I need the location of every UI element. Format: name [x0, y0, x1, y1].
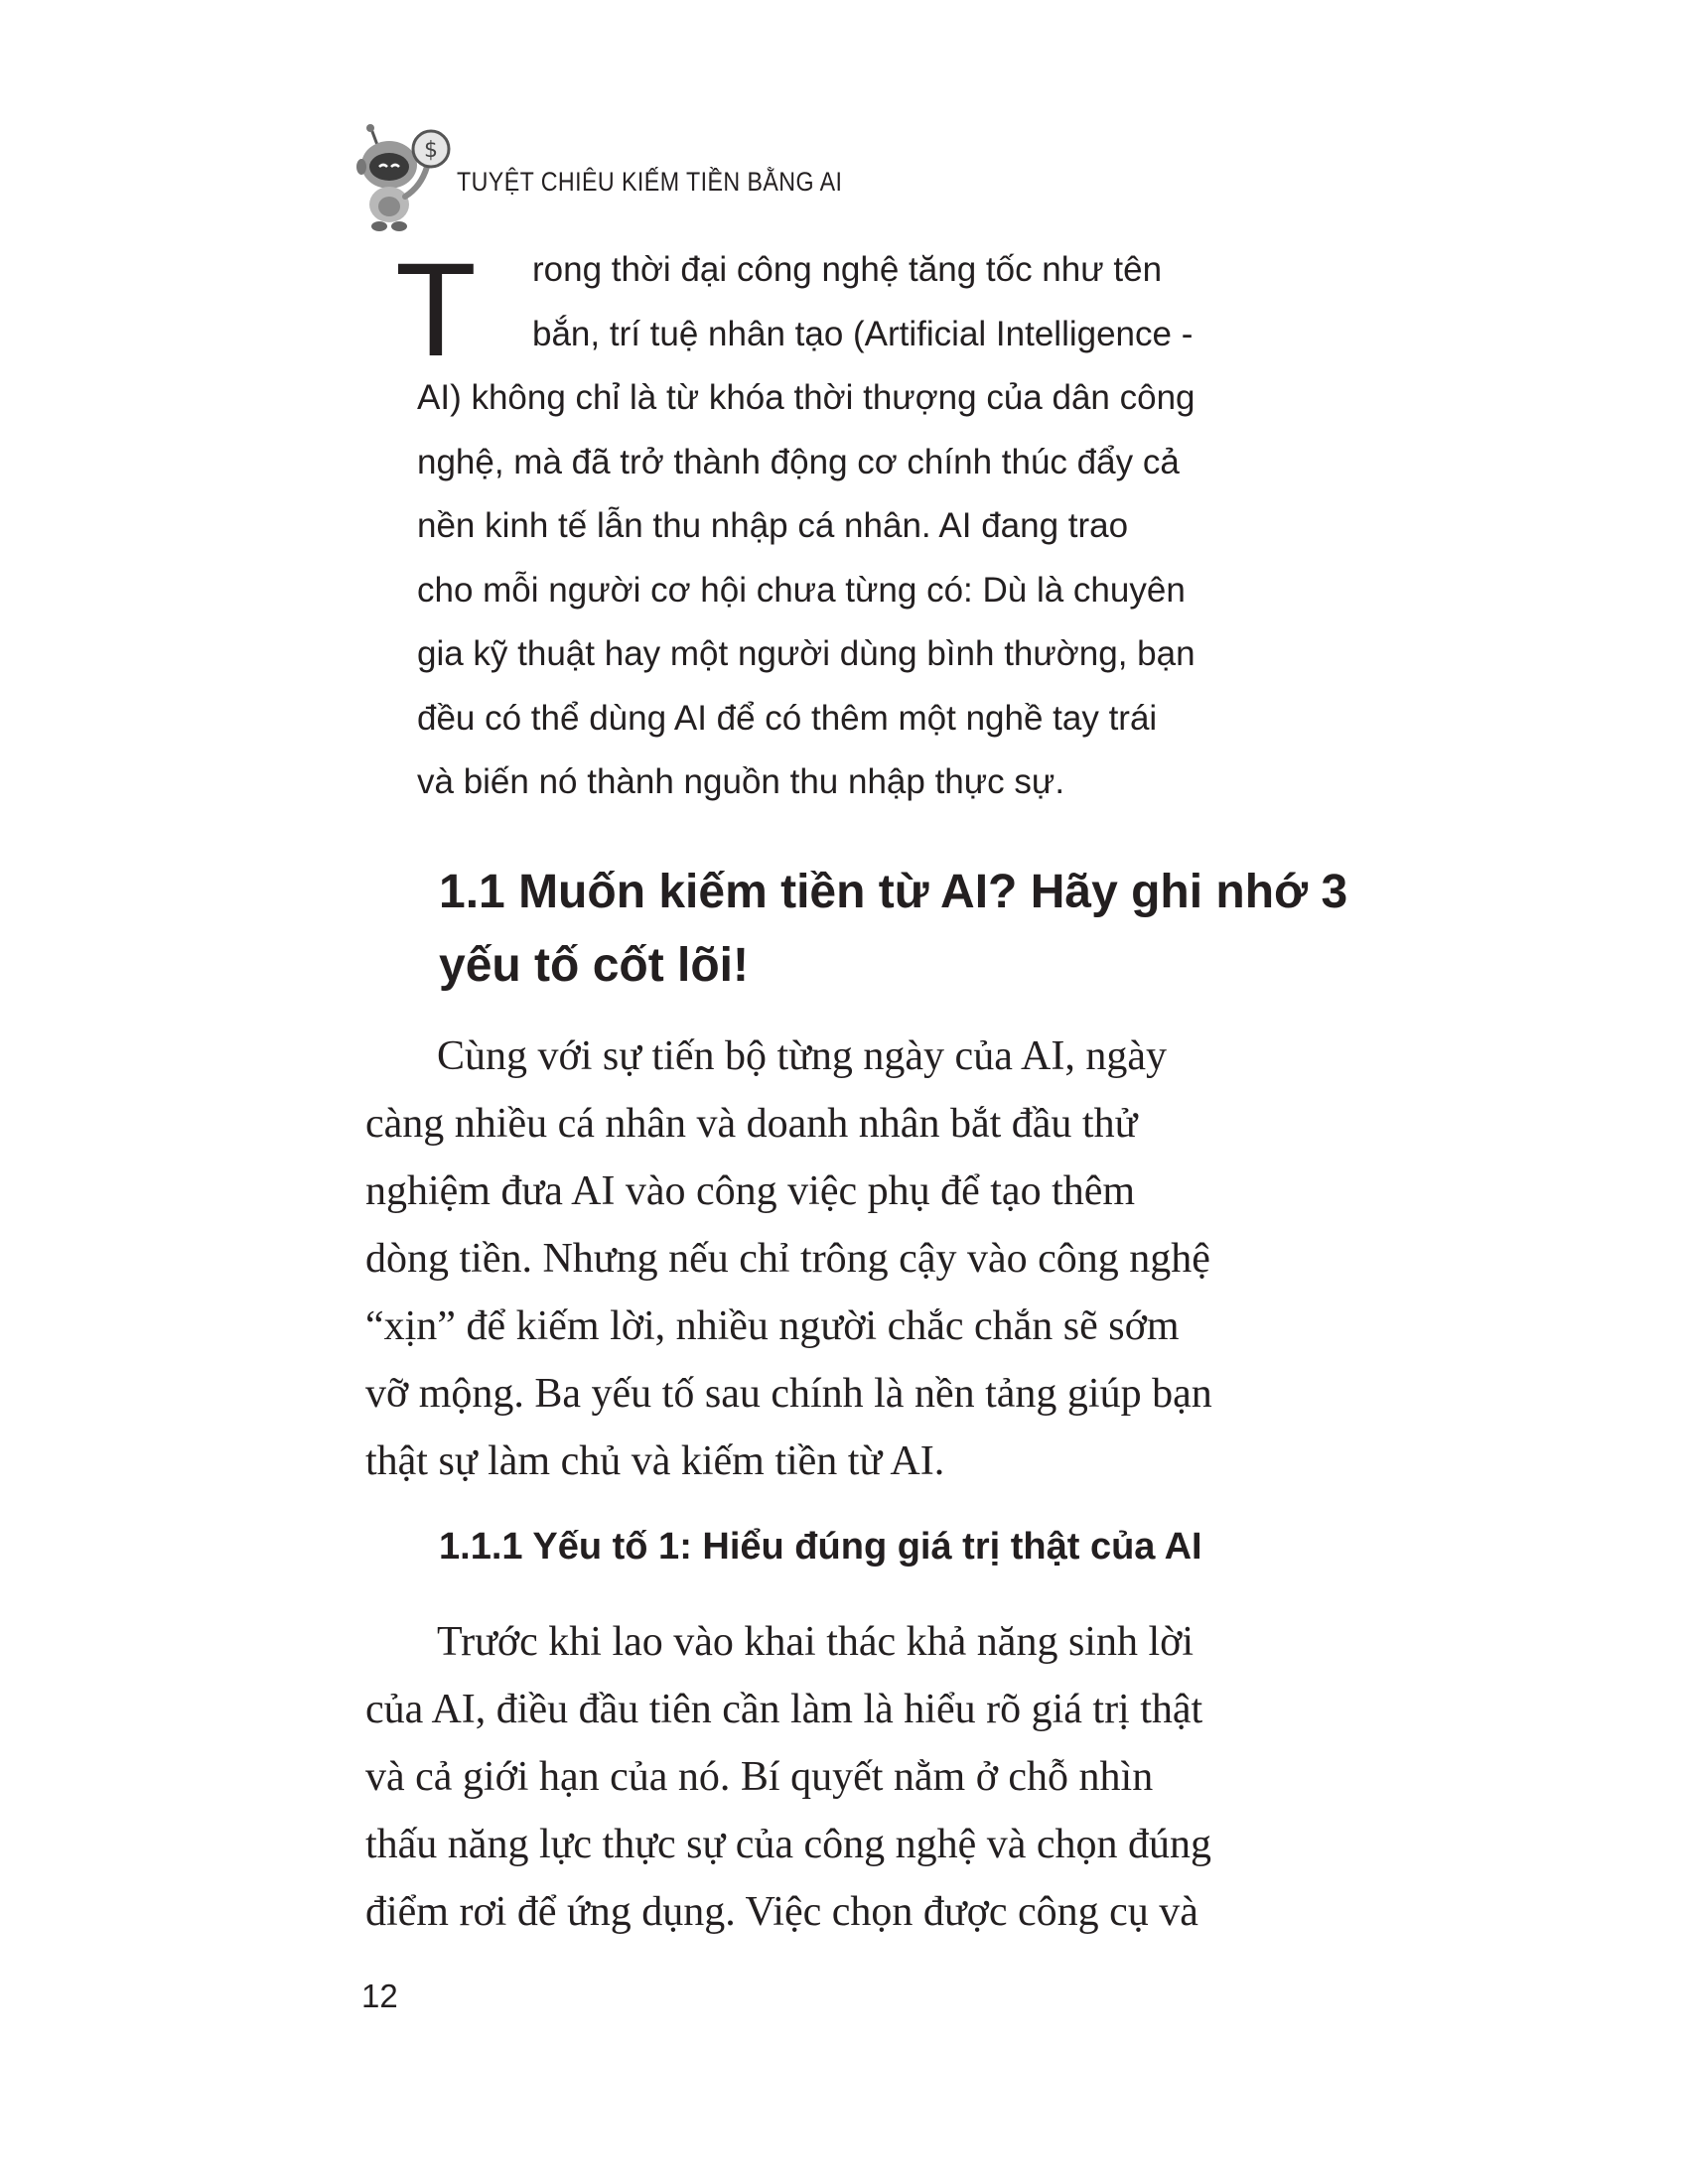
paragraph-line: “xịn” để kiếm lời, nhiều người chắc chắn sẽ sớm — [365, 1303, 1180, 1349]
subsection-heading: 1.1.1 Yếu tố 1: Hiểu đúng giá trị thật của AI — [439, 1526, 1202, 1568]
section-paragraph — [365, 1023, 1301, 1495]
paragraph-line: và cả giới hạn của nó. Bí quyết nằm ở chỗ nhìn — [365, 1754, 1154, 1800]
paragraph-line: điểm rơi để ứng dụng. Việc chọn được công cụ và — [365, 1889, 1198, 1935]
section-heading — [439, 856, 1348, 1003]
paragraph-line: càng nhiều cá nhân và doanh nhân bắt đầu thử — [365, 1101, 1138, 1147]
running-title: TUYỆT CHIÊU KIẾM TIỀN BẰNG AI — [457, 167, 843, 197]
paragraph-line: dòng tiền. Nhưng nếu chỉ trông cậy vào công nghệ — [365, 1236, 1210, 1282]
intro-line: cho mỗi người cơ hội chưa từng có: Dù là chuyên — [417, 570, 1186, 610]
paragraph-line: Cùng với sự tiến bộ từng ngày của AI, ngày — [437, 1033, 1167, 1079]
intro-paragraph — [395, 236, 1247, 814]
intro-line: nghệ, mà đã trở thành động cơ chính thúc đẩy cả — [417, 442, 1180, 481]
intro-line: bắn, trí tuệ nhân tạo (Artificial Intelligence - — [532, 314, 1194, 353]
paragraph-line: vỡ mộng. Ba yếu tố sau chính là nền tảng giúp bạn — [365, 1371, 1212, 1417]
paragraph-line: thật sự làm chủ và kiếm tiền từ AI. — [365, 1438, 945, 1484]
subsection-paragraph — [365, 1608, 1301, 1946]
drop-cap: T — [395, 236, 477, 384]
section-heading-line: 1.1 Muốn kiếm tiền từ AI? Hãy ghi nhớ 3 — [439, 866, 1348, 918]
paragraph-line: nghiệm đưa AI vào công việc phụ để tạo thêm — [365, 1168, 1136, 1214]
intro-line: AI) không chỉ là từ khóa thời thượng của dân công — [417, 378, 1196, 417]
running-header — [346, 123, 941, 232]
section-heading-line: yếu tố cốt lõi! — [439, 939, 749, 992]
intro-line: và biến nó thành nguồn thu nhập thực sự. — [417, 762, 1065, 801]
page-number: 12 — [361, 1978, 398, 2014]
svg-text:$: $ — [424, 138, 438, 163]
intro-line: gia kỹ thuật hay một người dùng bình thường, bạn — [417, 634, 1196, 673]
paragraph-line: Trước khi lao vào khai thác khả năng sinh lời — [437, 1619, 1195, 1665]
paragraph-line: của AI, điều đầu tiên cần làm là hiểu rõ giá trị thật — [365, 1687, 1203, 1732]
intro-line: nền kinh tế lẫn thu nhập cá nhân. AI đang trao — [417, 506, 1129, 545]
paragraph-line: thấu năng lực thực sự của công nghệ và chọn đúng — [365, 1822, 1212, 1867]
robot-mascot-icon — [346, 123, 455, 232]
intro-line: đều có thể dùng AI để có thêm một nghề tay trái — [417, 698, 1158, 738]
intro-line: rong thời đại công nghệ tăng tốc như tên — [532, 250, 1163, 289]
